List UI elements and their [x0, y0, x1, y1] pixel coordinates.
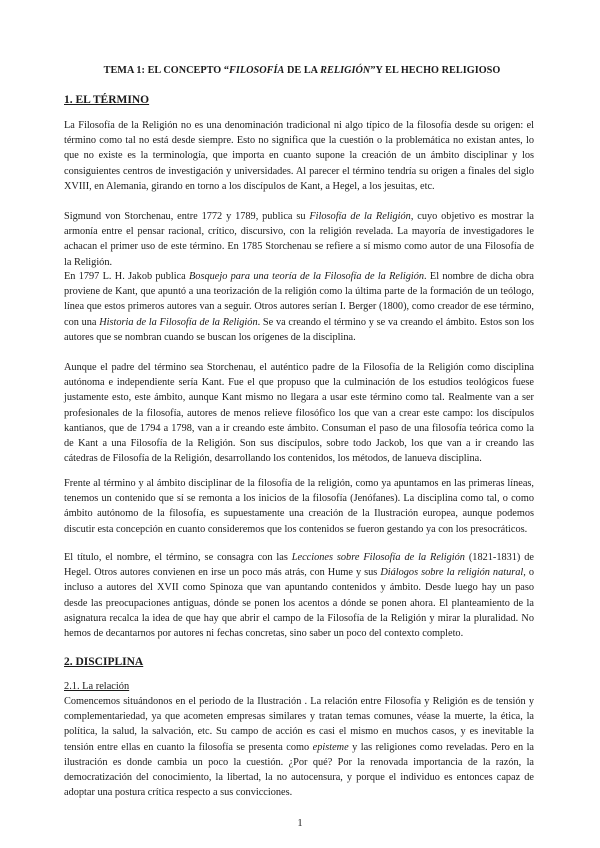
- greek-term: episteme: [312, 741, 349, 753]
- document-title: [64, 65, 540, 76]
- text-run: y las religiones como reveladas. Pero en la ilustración es donde cambia un poco la cuestión. ¿Por qué? Por la renovada importancia de la razón, la democratización del conocimiento, la libertad, la no autocensura, y porque el individuo es entonces capaz de adoptar una postura crítica respecto a sus convicciones.: [64, 741, 534, 799]
- text-run: . Se va creando el término y se va creando el ámbito. Estos son los autores que se nombran cuando se buscan los orígenes de la disciplina.: [64, 316, 534, 343]
- subsection-heading-relation: 2.1. La relación: [64, 681, 130, 692]
- paragraph-relation: [64, 694, 534, 800]
- paragraph-jakob: [64, 269, 534, 345]
- book-title: Historia de la Filosofía de la Religión: [99, 316, 258, 328]
- title-suffix: ”Y EL HECHO RELIGIOSO: [370, 65, 501, 76]
- book-title: Diálogos sobre la religión natural: [380, 567, 524, 579]
- text-run: . El nombre de dicha obra proviene de Kant, que apuntó a una teorización de la religión como la última parte de la formación de un teólogo, línea que estos primeros autores van a seguir. Otros autores serían I. Berger (1800), como creador de ese término, con una: [64, 271, 534, 328]
- section-heading-term: 1. EL TÉRMINO: [64, 94, 150, 106]
- text-run: Sigmund von Storchenau, entre 1772 y 1789, publica su: [64, 211, 310, 222]
- book-title: Bosquejo para una teoría de la Filosofía de la Religión: [189, 271, 425, 282]
- text-run: El título, el nombre, el término, se consagra con las: [64, 552, 292, 563]
- section-heading-discipline: 2. DISCIPLINA: [64, 656, 144, 668]
- book-title: Lecciones sobre Filosofía de la Religión: [291, 552, 465, 563]
- paragraph-kant: Aunque el padre del término sea Storchenau, el auténtico padre de la Filosofía de la Religión como disciplina autónoma e independiente sería Kant. Fue el que propuso que la culminación de los estudios teológicos fuese justamente esto, este ámbito, aunque Kant mismo no llegara a usar este término como tal. Realmente van a ser profesionales de la filosofía, autores de menos relieve filosófico los que van a crear este campo: los discípulos kantianos, que de 1794 a 1798, van a ir creando este ámbito. Consuman el paso de una filosofía teórica como la de Kant a una Filosofía de la Religión. Son sus discípulos, sobre todo Jackob, los que van a ir creando las cátedras de Filosofía de la Religión, desarrollando los contenidos, los métodos, de lanueva disciplina.: [64, 362, 534, 465]
- paragraph-storchenau: [64, 209, 534, 270]
- page-number: 1: [297, 818, 303, 829]
- text-run: (1821-1831) de Hegel. Otros autores convienen en irse un poco más atrás, con Hume y sus: [64, 552, 534, 579]
- paragraph-origin: La Filosofía de la Religión no es una denominación tradicional ni algo típico de la filosofía desde su origen: el término como tal no está desde siempre. Esto no significa que la cuestión o la problemática no existan antes, lo que no existe es la terminología, que importa en cuanto supone la creación de un ámbito disciplinar y los consiguientes centros de investigación y universidades. Al parecer el término tendría su origen a finales del siglo XVIII, en Alemania, girando en torno a los discípulos de Kant, a Hegel, a los jesuitas, etc.: [64, 120, 534, 192]
- paragraph-content-origins: Frente al término y al ámbito disciplinar de la filosofía de la religión, como ya apuntamos en las primeras líneas, tenemos un contenido que sí se remonta a los inicios de la filosofía (Jenófanes). La disciplina como tal, o como ámbito autónomo de la filosofía, es supuestamente una creación de la Ilustración europea, aunque podemos discutir esta concepción en cuanto consideremos que los contenidos se fueron gestando ya con los presocráticos.: [64, 478, 534, 535]
- title-term-religion: RELIGIÓN: [320, 65, 371, 76]
- text-run: , cuyo objetivo es mostrar la armonía entre el pensar racional, crítico, discursivo, con la religión revelada. La mayoría de investigadores le achacan el primer uso de este término. En 1785 Storchenau se refiere a sí mismo como autor de una Filosofía de la Religión.: [64, 211, 534, 268]
- text-run: , o incluso a autores del XVII como Spinoza que van apuntando contenidos y ámbito. Desde luego hay un paso desde las preocupaciones antiguas, dónde se ponen los acentos a dónde se ponen ahora. El planteamiento de la asignatura recalca la idea de que hay que abrir el campo de la Filosofía de la Religión y mirar la pluralidad. No hemos de decantarnos por autores ni fechas concretas, sino saber un poco del contexto completo.: [64, 567, 535, 640]
- title-prefix: TEMA 1: EL CONCEPTO “: [103, 65, 230, 76]
- paragraph-hegel: [64, 550, 534, 641]
- title-term-philosophy: FILOSOFÍA: [229, 65, 285, 76]
- title-mid: DE LA: [284, 65, 321, 76]
- text-run: En 1797 L. H. Jakob publica: [64, 271, 190, 282]
- book-title: Filosofía de la Religión: [309, 211, 411, 222]
- text-run: Comencemos situándonos en el periodo de la Ilustración . La relación entre Filosofía y Religión es de tensión y complementariedad, ya que acometen empresas similares y tratan temas comunes, véase la muerte, la ética, la política, la salud, la salvación, etc. Su campo de acción es casi el mismo en muchos casos, y es inevitable la tensión entre ellas en cuanto la filosofía se presenta como: [64, 696, 534, 753]
